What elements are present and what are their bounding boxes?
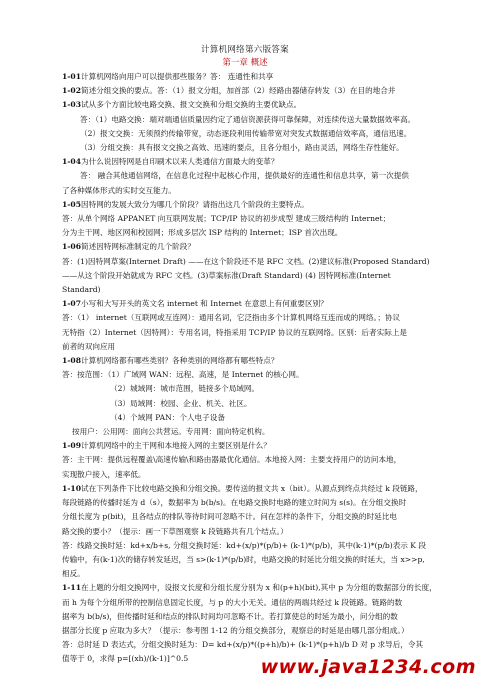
question-text: 计算机网络中的主干网和本地接入网的主要区别是什么？ [81,441,271,451]
question-line [62,198,437,212]
answer-line: 答：从单个网络 APPANET 向互联网发展；TCP/IP 协议的初步成型 建成三级结构的 Internet； [62,214,391,224]
question-line [62,70,437,84]
question-number: 1-01 [62,72,82,81]
answer-line: （3）局域网：校园、企业、机关、社区。 [110,398,252,408]
question-number: 1-06 [62,242,82,252]
question-number: 1-04 [62,157,82,167]
question-number: 1-07 [62,299,82,309]
answer-line: 答：总时延 D 表达式，分组交换时延为：D= kd+(x/p)*((p+h)/b)+ (k-1)*(p+h)/b D 对 p 求导后，令其 [62,640,424,650]
answer-line: 答：主干网：提供远程覆盖\高速传输\和路由器最优化通信。本地接入网：主要支持用户的访问本地， [62,455,402,465]
answer-line: 实现散户接入，速率低。 [62,469,146,479]
document-body [62,70,437,667]
answer-line: 前者的双向应用 [62,341,116,351]
answer-line: ——从这个阶段开始就成为 RFC 文档。(3)草案标准(Draft Standard) (4) 因特网标准(Internet [62,270,391,280]
answer-line: （2）报文交换：无须预约传输带宽，动态逐段利用传输带宽对突发式数据通信效率高，通信迅速。 [80,128,412,138]
question-text: 计算机网络向用户可以提供那些服务？答： 连通性和共享 [81,72,274,81]
answer-line: 无特指（2）Internet（因特网）：专用名词，特指采用 TCP/IP 协议的互联网络。区别：后者实际上是 [62,327,407,337]
question-text: 简述因特网标准制定的几个阶段？ [81,242,195,252]
answer-line: 答：线路交换时延：kd+x/b+s, 分组交换时延：kd+(x/p)*(p/b)+ (k-1)*(p/b)，其中(k-1)*(p/b)表示 K 段 [62,540,426,550]
answer-line: （3）分组交换：具有报文交换之高效、迅速的要点，且各分组小，路由灵活，网络生存性能好。 [80,143,404,153]
question-line [62,240,437,254]
question-number: 1-02 [62,86,82,96]
answer-line: 答： 融合其他通信网络，在信息化过程中起核心作用，提供最好的连通性和信息共享，第一次提供 [80,171,409,181]
question-number: 1-09 [62,441,82,451]
question-text: 小写和大写开头的英文名 internet 和 Internet 在意思上有何重要区别？ [81,299,328,309]
question-number: 1-08 [62,356,82,366]
question-line [62,354,437,368]
chapter-heading: 第一章 概述 [222,58,268,68]
answer-line: （4）个域网 PAN：个人电子设备 [110,412,225,422]
answer-line: 路交换的要小？（提示：画一下草图观察 k 段链路共有几个结点。） [62,526,288,536]
question-text: 计算机网络都有哪些类别？各种类别的网络都有哪些特点？ [81,356,279,366]
watermark-logo: www.java1234.com [260,656,476,678]
answer-line: 按用户：公用网：面向公共营运。专用网：面向特定机构。 [72,427,270,437]
answer-line: 分组长度为 p(bit)，且各结点的排队等待时间可忽略不计。问在怎样的条件下，分组交换的时延比电 [62,512,397,522]
answer-line: 相反。 [62,569,85,579]
question-number: 1-05 [62,199,82,209]
question-line [62,84,437,98]
question-line [62,439,437,453]
answer-line: 值等于 0，求得 p=[(xh)/(k-1)]^0.5 [62,654,189,664]
question-line [62,581,437,595]
answer-line: 了各种媒体形式的实时交互能力。 [62,185,176,195]
question-text: 在上题的分组交换网中，设报文长度和分组长度分别为 x 和(p+h)(bit),其中 p 为分组的数据部分的长度， [81,583,437,593]
answer-line: 每段链路的传播时延为 d（s），数据率为 b(b/s)。在电路交换时电路的建立时间为 s(s)。在分组交换时 [62,498,407,508]
question-text: 试从多个方面比较电路交换、报文交换和分组交换的主要优缺点。 [81,100,302,110]
answer-line: 答：（1） internet（互联网或互连网）：通用名词，它泛指由多个计算机网络互连而成的网络。；协议 [62,313,401,323]
question-line [62,297,437,311]
question-number: 1-11 [62,583,82,593]
question-line [62,482,437,496]
answer-line: Standard) [62,285,101,295]
question-text: 因特网的发展大致分为哪几个阶段？请指出这几个阶段的主要特点。 [81,199,309,209]
question-line [62,155,437,169]
answer-line: 答：（1）电路交换：端对端通信质量因约定了通信资源获得可靠保障，对连续传送大量数据效率高。 [80,114,416,124]
question-line [62,98,437,112]
question-number: 1-10 [62,483,82,493]
document-title: 计算机网络第六版答案 [200,45,289,55]
question-text: 试在下列条件下比较电路交换和分组交换。要传送的报文共 x（bit）。从源点到终点共经过 k 段链路， [81,483,423,493]
answer-line: 传输中，有(k-1)次的储存转发延迟，当 s>(k-1)*(p/b)时，电路交换的时延比分组交换的时延大，当 x>>p, [62,554,425,564]
answer-line: （2）城域网：城市范围，链接多个局域网。 [110,384,260,394]
question-number: 1-03 [62,100,82,110]
answer-line: 据率为 b(b/s)，但传播时延和结点的排队时间均可忽略不计。若打算使总的时延为最小，问分组的数 [62,611,398,621]
answer-line: 分为主干网、地区网和校园网；形成多层次 ISP 结构的 Internet；ISP 首次出现。 [62,228,343,238]
question-text: 为什么说因特网是自印刷术以来人类通信方面最大的变革？ [81,157,279,167]
answer-line: 答：按范围：（1）广域网 WAN：远程、高速，是 Internet 的核心网。 [62,370,304,380]
answer-line: 而 h 为每个分组所带的控制信息固定长度，与 p 的大小无关。通信的两端共经过 k 段链路。链路的数 [62,597,403,607]
answer-line: 答：(1)因特网草案(Internet Draft) ——在这个阶段还不是 RFC 文档。(2)建议标准(Proposed Standard) [62,256,430,266]
answer-line: 据部分长度 p 应取为多大？（提示：参考图 1-12 的分组交换部分，观察总的时延是由哪几部分组成。） [62,625,409,635]
question-text: 简述分组交换的要点。答：（1）报文分组，加首部（2）经路由器储存转发（3）在目的地合并 [81,86,396,96]
